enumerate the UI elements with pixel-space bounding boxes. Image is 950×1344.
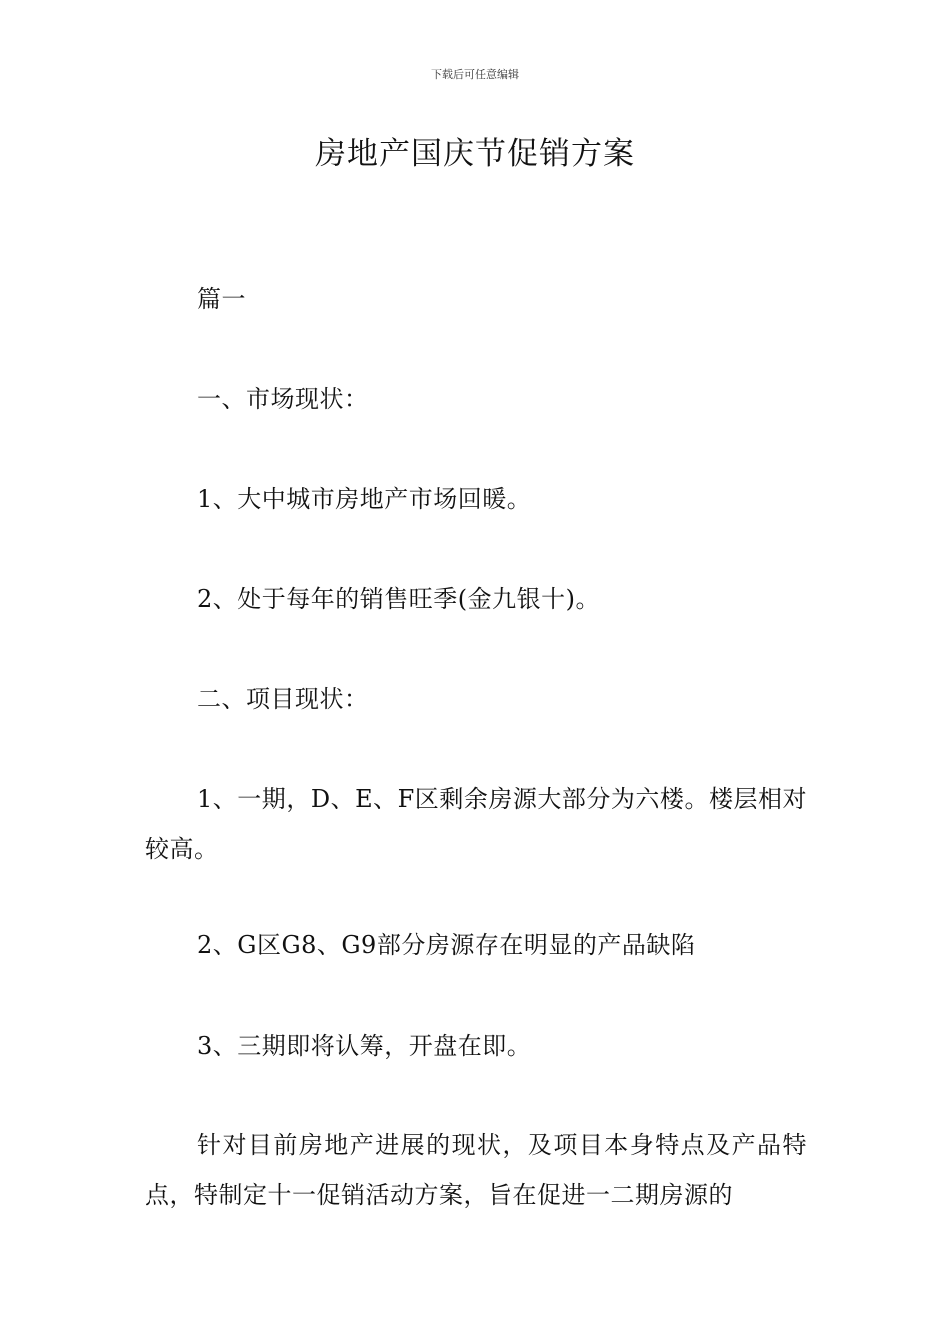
plan-purpose-paragraph: 针对目前房地产进展的现状，及项目本身特点及产品特点，特制定十一促销活动方案，旨在促进一二期房源的 <box>145 1131 807 1209</box>
document-title: 房地产国庆节促销方案 <box>315 136 635 172</box>
market-item-1: 1、大中城市房地产市场回暖。 <box>197 485 532 513</box>
project-item-3: 3、三期即将认筹，开盘在即。 <box>197 1032 532 1060</box>
section-label: 篇一 <box>197 285 246 313</box>
project-item-1: 1、一期，D、E、F区剩余房源大部分为六楼。楼层相对较高。 <box>145 785 807 863</box>
heading-project-status: 二、项目现状： <box>197 685 369 713</box>
heading-market-status: 一、市场现状： <box>197 385 369 413</box>
header-note: 下载后可任意编辑 <box>431 68 519 81</box>
market-item-2: 2、处于每年的销售旺季(金九银十)。 <box>197 585 600 613</box>
project-item-2: 2、G区G8、G9部分房源存在明显的产品缺陷 <box>197 931 696 959</box>
